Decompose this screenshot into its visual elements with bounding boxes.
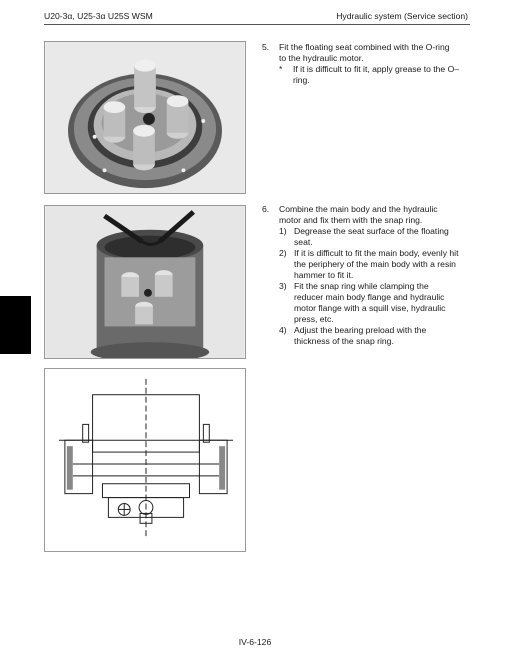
substep-number: 3)	[279, 281, 287, 291]
step-number: 6.	[262, 204, 270, 214]
substep-1	[279, 226, 479, 248]
substep-number: 2)	[279, 248, 287, 258]
step-text-line: motor and fix them with the snap ring.	[279, 215, 423, 225]
step-note	[279, 64, 479, 86]
substep-text-line: Adjust the bearing preload with the	[294, 325, 427, 335]
substep-number: 4)	[279, 325, 287, 335]
substep-text-line: press, etc.	[294, 314, 334, 324]
substep-text-line: Fit the snap ring while clamping the	[294, 281, 429, 291]
cross-section-drawing	[44, 368, 246, 552]
page-header	[44, 9, 470, 25]
photo-floating-seat	[44, 41, 246, 194]
substep-text-line: reducer main body flange and hydraulic	[294, 292, 445, 302]
photo-snap-ring-fitting	[44, 205, 246, 359]
substep-4	[279, 325, 479, 347]
substep-2	[279, 248, 479, 281]
manual-title: U20-3α, U25-3α U25S WSM	[44, 11, 153, 21]
note-marker: *	[279, 64, 283, 74]
step-number: 5.	[262, 42, 270, 52]
step-text-line: Fit the floating seat combined with the O-ring	[279, 42, 450, 52]
substep-text-line: seat.	[294, 237, 313, 247]
step-text-line: to the hydraulic motor.	[279, 53, 364, 63]
step-text-line: Combine the main body and the hydraulic	[279, 204, 438, 214]
section-title: Hydraulic system (Service section)	[336, 11, 468, 21]
page-number: IV-6-126	[238, 637, 272, 647]
substep-3	[279, 281, 479, 325]
floating-seat-image	[45, 42, 245, 193]
snap-ring-image	[45, 206, 245, 358]
note-text-line: If it is difficult to fit it, apply grease to the O–	[293, 64, 460, 74]
substep-text-line: thickness of the snap ring.	[294, 336, 394, 346]
step-body	[279, 42, 479, 86]
note-text-line: ring.	[293, 75, 310, 85]
substep-number: 1)	[279, 226, 287, 236]
substep-text-line: If it is difficult to fit the main body, evenly hit	[294, 248, 459, 258]
substep-text-line: Degrease the seat surface of the floating	[294, 226, 449, 236]
assembly-section-diagram	[45, 369, 245, 551]
substep-text-line: the periphery of the main body with a resin	[294, 259, 456, 269]
substep-text-line: hammer to fit it.	[294, 270, 354, 280]
substep-text-line: motor flange with a squill vise, hydraulic	[294, 303, 446, 313]
section-tab-marker	[0, 296, 31, 354]
step-body	[279, 204, 479, 347]
